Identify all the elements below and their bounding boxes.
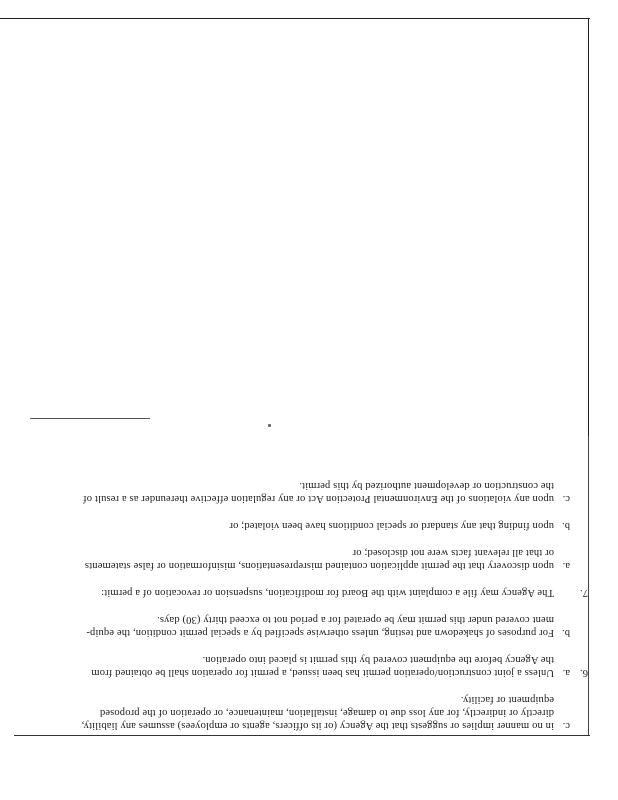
condition-text-line: equipment or facility. — [460, 694, 554, 705]
condition-item — [28, 693, 588, 732]
condition-number: 7. — [579, 587, 588, 598]
condition-sub-letter: b. — [561, 520, 570, 531]
condition-item — [28, 546, 588, 572]
condition-sub-letter: c. — [562, 720, 570, 731]
condition-item — [28, 653, 588, 679]
condition-text-line: upon discovery that the permit application contained misrepresentations, misinformation or false statements — [84, 560, 554, 571]
condition-text-line: For purposes of shakedown and testing, unless otherwise specified by a special permit condition, the equip- — [86, 627, 554, 638]
condition-text-line: The Agency may file a complaint with the Board for modification, suspension or revocation of a permit: — [101, 587, 554, 598]
condition-text-line: upon any violations of the Environmental Protection Act or any regulation effective thereunder as a result of — [82, 493, 554, 504]
condition-sub-letter: c. — [562, 493, 570, 504]
condition-text-line: in no manner implies or suggests that the Agency (or its officers, agents or employees) assumes any liability, — [81, 720, 554, 731]
condition-sub-letter: a. — [562, 560, 570, 571]
condition-item — [28, 479, 588, 505]
condition-text-line: Unless a joint construction/operation permit has been issued, a permit for operation shall be obtained from — [91, 667, 554, 678]
condition-text-line: or that all relevant facts were not disclosed; or — [352, 547, 554, 558]
permit-conditions-text — [28, 465, 588, 732]
condition-text-line: the construction or development authorized by this permit. — [299, 480, 554, 491]
condition-text-line: the Agency before the equipment covered by this permit is placed into operation. — [202, 654, 554, 665]
condition-sub-letter: b. — [561, 627, 570, 638]
condition-number: 6. — [579, 667, 588, 678]
condition-item — [28, 586, 588, 599]
condition-sub-letter: a. — [562, 667, 570, 678]
condition-text-line: directly or indirectly, for any loss due to damage, installation, maintenance, or operation of the proposed — [99, 707, 554, 718]
condition-item — [28, 519, 588, 532]
condition-text-line: upon finding that any standard or special conditions have been violated; or — [229, 520, 554, 531]
condition-item — [28, 613, 588, 639]
condition-text-line: ment covered under this permit may be operated for a period not to exceed thirty (30) days. — [156, 614, 554, 625]
